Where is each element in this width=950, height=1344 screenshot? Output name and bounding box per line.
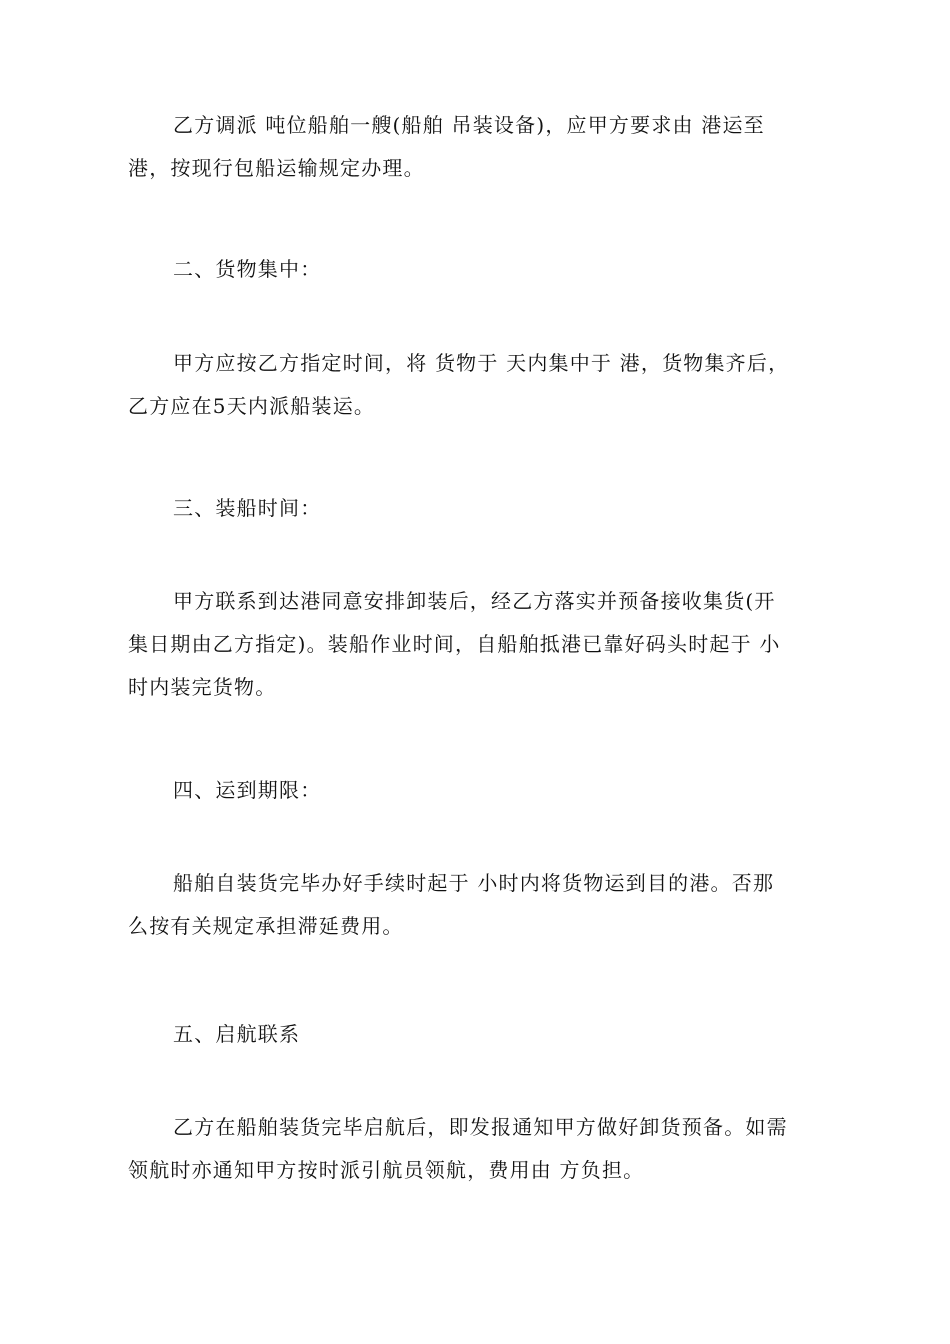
paragraph-line: 乙方在船舶装货完毕启航后，即发报通知甲方做好卸货预备。如需 [173, 1115, 788, 1139]
section-heading-delivery-deadline: 四、运到期限： [173, 778, 322, 802]
paragraph-vessel-dispatch [128, 104, 828, 190]
paragraph-line: 甲方联系到达港同意安排卸装后，经乙方落实并预备接收集货(开 [173, 589, 776, 613]
section-heading-cargo-collection: 二、货物集中： [173, 257, 322, 281]
paragraph-line: 乙方应在5天内派船装运。 [128, 394, 376, 418]
paragraph-departure-contact [128, 1106, 828, 1192]
paragraph-line: 甲方应按乙方指定时间，将 货物于 天内集中于 港，货物集齐后， [173, 351, 790, 375]
paragraph-cargo-collection [128, 342, 828, 428]
section-heading-departure-contact: 五、启航联系 [173, 1022, 301, 1046]
paragraph-delivery-deadline [128, 862, 828, 948]
paragraph-line: 乙方调派 吨位船舶一艘(船舶 吊装设备)，应甲方要求由 港运至 [173, 113, 765, 137]
section-heading-loading-time: 三、装船时间： [173, 496, 322, 520]
paragraph-loading-time [128, 580, 828, 709]
paragraph-line: 时内装完货物。 [128, 675, 277, 699]
paragraph-line: 港，按现行包船运输规定办理。 [128, 156, 425, 180]
paragraph-line: 领航时亦通知甲方按时派引航员领航，费用由 方负担。 [128, 1158, 645, 1182]
paragraph-line: 船舶自装货完毕办好手续时起于 小时内将货物运到目的港。否那 [173, 871, 775, 895]
paragraph-line: 集日期由乙方指定)。装船作业时间，自船舶抵港已靠好码头时起于 小 [128, 632, 781, 656]
paragraph-line: 么按有关规定承担滞延费用。 [128, 914, 404, 938]
